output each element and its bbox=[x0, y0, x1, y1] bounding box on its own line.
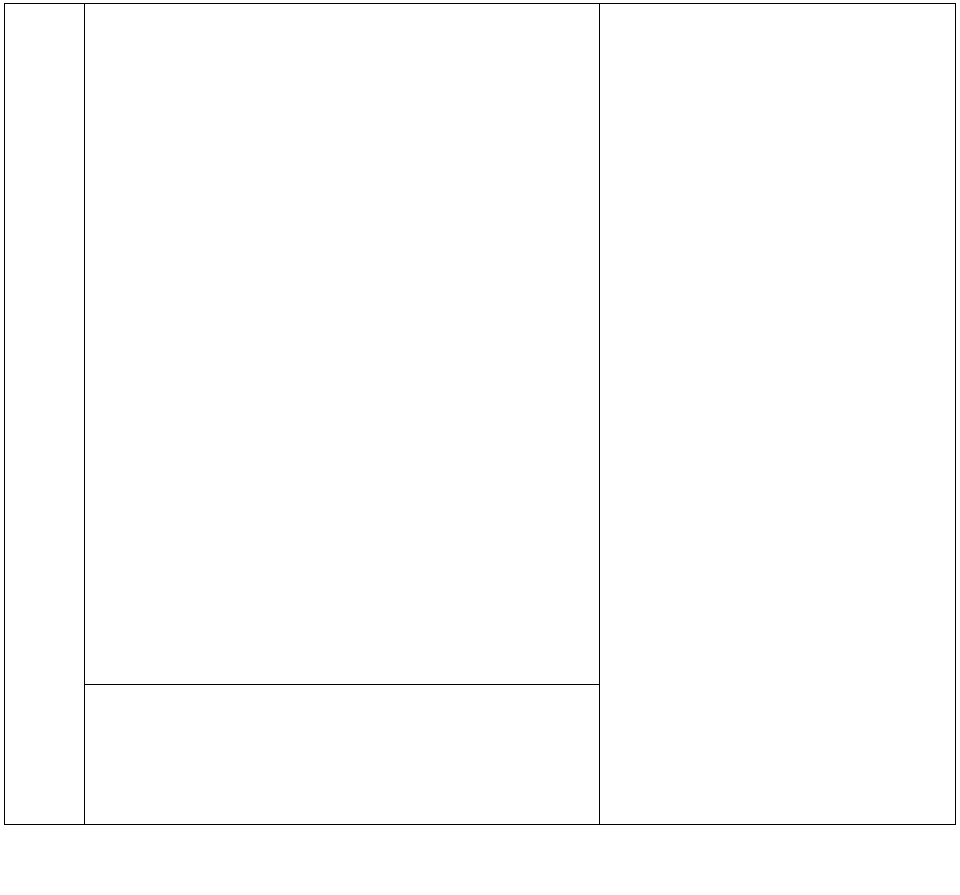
table-border-left bbox=[4, 3, 5, 825]
column-divider-1 bbox=[84, 3, 85, 825]
specification-table bbox=[4, 3, 956, 825]
table-border-top bbox=[4, 3, 956, 4]
column-divider-2 bbox=[599, 3, 600, 825]
row-divider bbox=[84, 684, 600, 685]
table-border-bottom bbox=[4, 824, 956, 825]
table-border-right bbox=[955, 3, 956, 825]
